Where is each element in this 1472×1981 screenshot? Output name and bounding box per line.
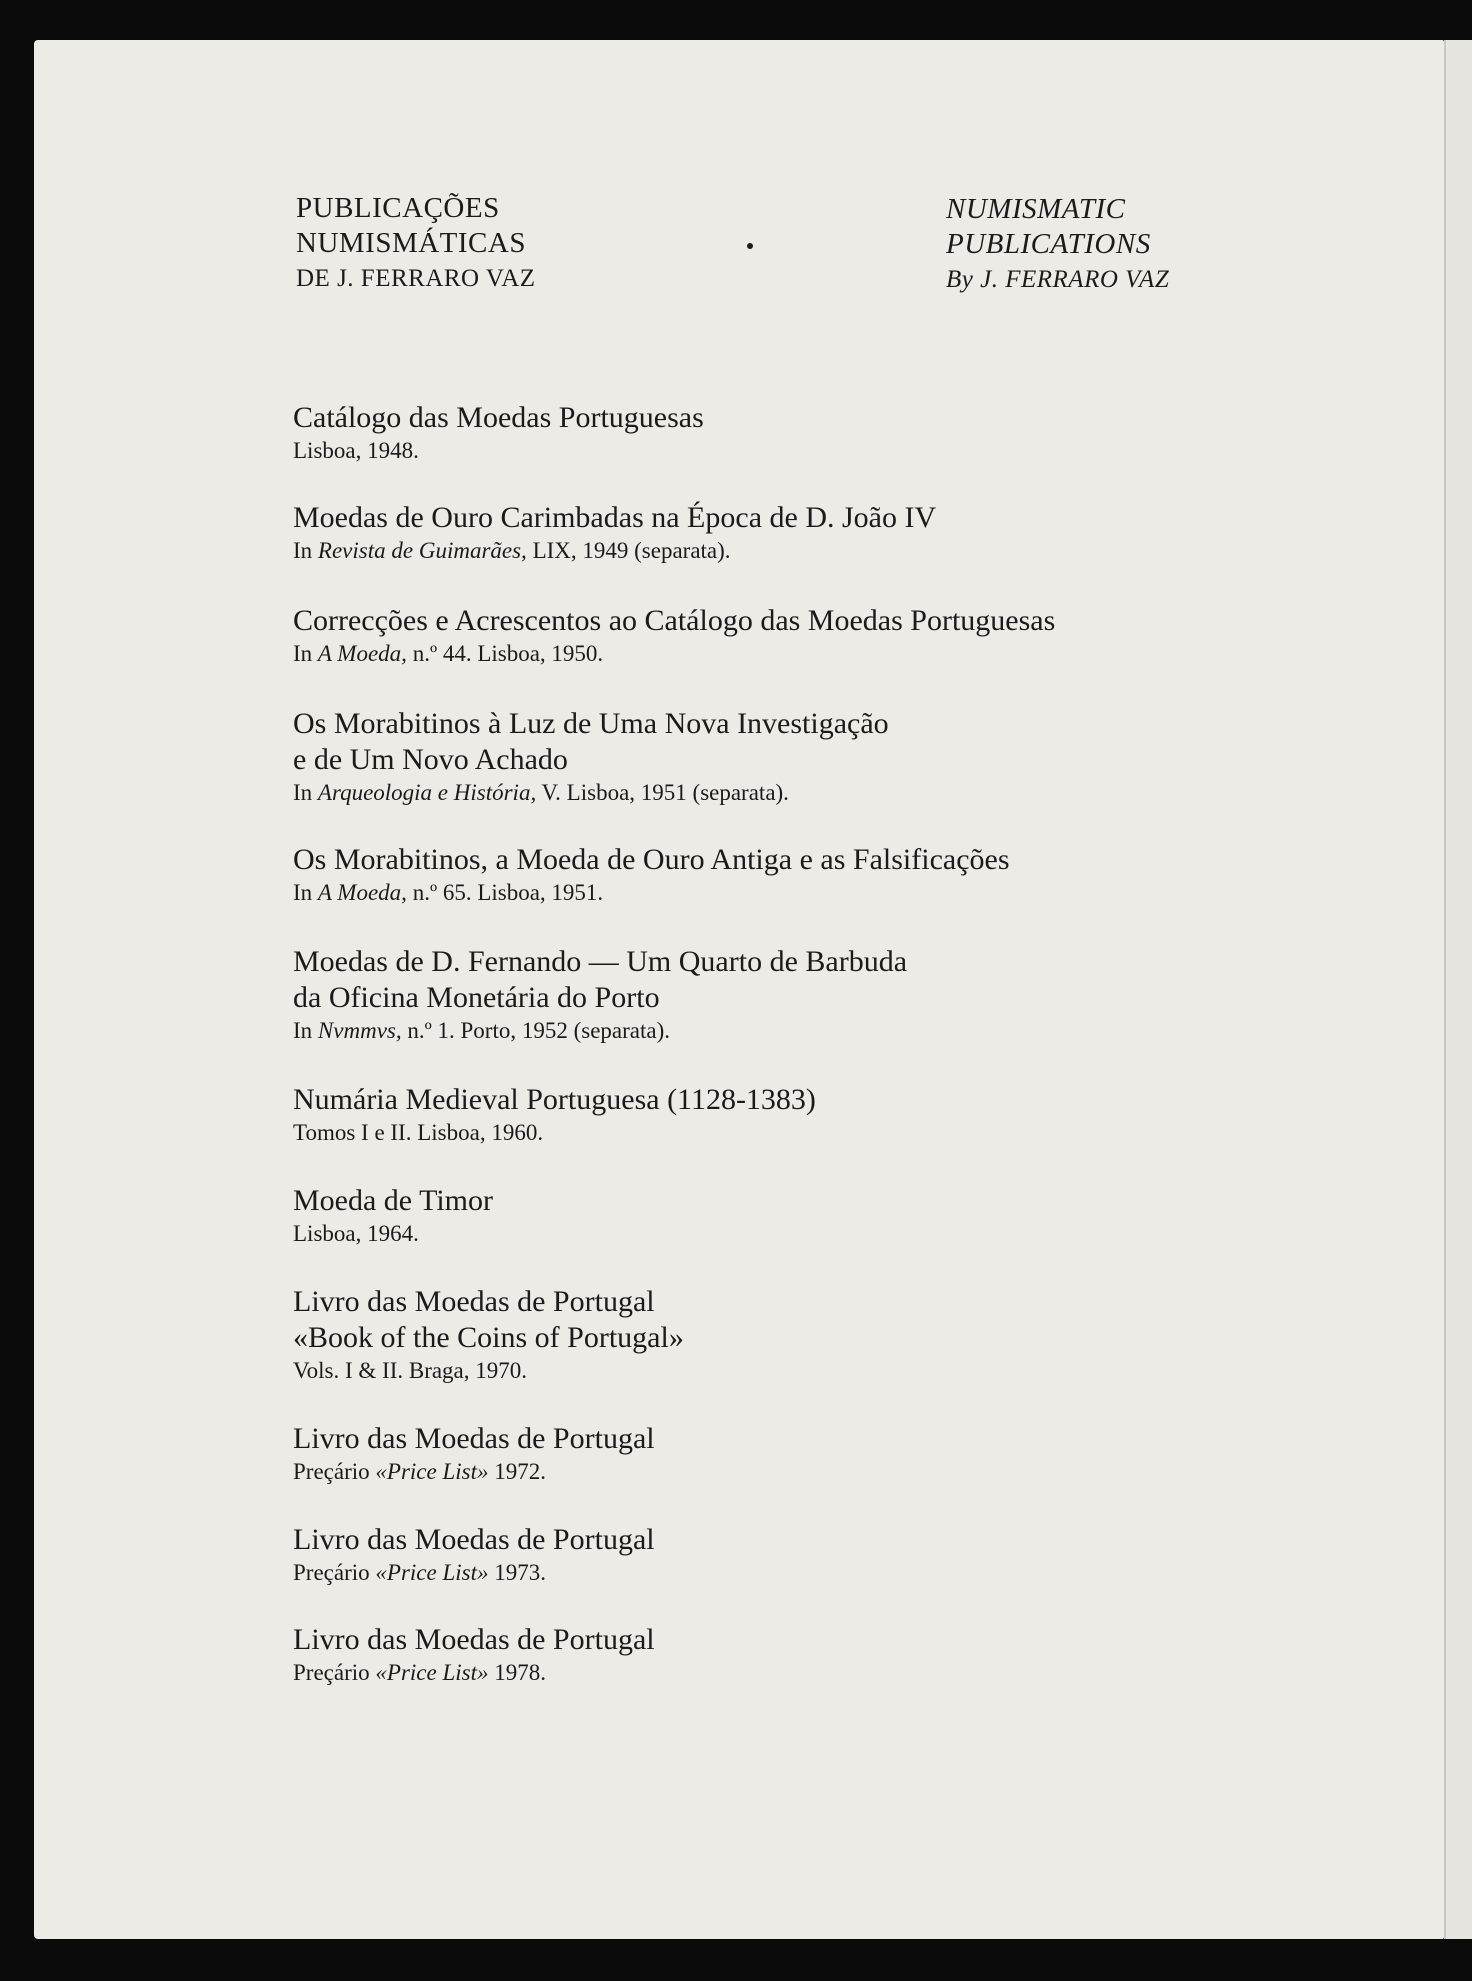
publication-title: Numária Medieval Portuguesa (1128-1383) <box>293 1083 816 1116</box>
publication-title: Os Morabitinos à Luz de Uma Nova Investigação <box>293 707 889 740</box>
publication-detail: In Arqueologia e História, V. Lisboa, 1951 (separata). <box>293 780 789 805</box>
publication-title: Moedas de D. Fernando — Um Quarto de Barbuda <box>293 945 908 978</box>
publication-detail: Preçário «Price List» 1973. <box>293 1560 546 1585</box>
heading-pt-line1: PUBLICAÇÕES <box>296 192 500 224</box>
publication-entry <box>293 1622 655 1688</box>
publication-title: Livro das Moedas de Portugal <box>293 1523 655 1556</box>
publication-title-line2: «Book of the Coins of Portugal» <box>293 1321 684 1354</box>
publication-title: Moeda de Timor <box>293 1184 494 1217</box>
publication-title: Livro das Moedas de Portugal <box>293 1285 655 1318</box>
publication-title-line2: da Oficina Monetária do Porto <box>293 981 660 1014</box>
publication-title-line2: e de Um Novo Achado <box>293 743 568 776</box>
publication-title: Moedas de Ouro Carimbadas na Época de D. João IV <box>293 501 937 534</box>
publication-detail: In Revista de Guimarães, LIX, 1949 (separata). <box>293 538 731 563</box>
heading-pt-line2: NUMISMÁTICAS <box>296 227 526 259</box>
publication-entry <box>293 944 907 1046</box>
publication-entry <box>293 1082 816 1148</box>
publication-entry <box>293 1284 684 1386</box>
publication-entry <box>293 1522 655 1588</box>
publication-entry <box>293 500 936 566</box>
publication-detail: Tomos I e II. Lisboa, 1960. <box>293 1120 544 1145</box>
heading-english <box>946 192 1169 297</box>
publication-detail: In A Moeda, n.º 65. Lisboa, 1951. <box>293 880 604 905</box>
publication-title: Catálogo das Moedas Portuguesas <box>293 401 704 434</box>
publication-title: Os Morabitinos, a Moeda de Ouro Antiga e as Falsificações <box>293 843 1010 876</box>
publication-entry <box>293 1183 493 1249</box>
publication-entry <box>293 1421 655 1487</box>
heading-pt-line3: DE J. FERRARO VAZ <box>296 265 536 292</box>
publication-detail: Lisboa, 1948. <box>293 438 419 463</box>
page-edge <box>1444 40 1472 1939</box>
publication-detail: In A Moeda, n.º 44. Lisboa, 1950. <box>293 641 604 666</box>
publication-title: Correcções e Acrescentos ao Catálogo das Moedas Portuguesas <box>293 604 1056 637</box>
heading-portuguese <box>296 191 536 296</box>
heading-en-line3: By J. FERRARO VAZ <box>946 266 1170 293</box>
publication-entry <box>293 400 704 466</box>
heading-en-line2: PUBLICATIONS <box>946 228 1151 260</box>
page-edge-line <box>1444 40 1446 1939</box>
publication-entry <box>293 842 1010 908</box>
publication-detail: Lisboa, 1964. <box>293 1221 419 1246</box>
heading-en-line1: NUMISMATIC <box>946 193 1126 225</box>
publication-entry <box>293 706 889 808</box>
publication-detail: In Nvmmvs, n.º 1. Porto, 1952 (separata). <box>293 1018 670 1043</box>
publication-detail: Preçário «Price List» 1972. <box>293 1459 546 1484</box>
heading-separator-dot <box>747 243 753 249</box>
publication-title: Livro das Moedas de Portugal <box>293 1422 655 1455</box>
publication-title: Livro das Moedas de Portugal <box>293 1623 655 1656</box>
publication-entry <box>293 603 1055 669</box>
publication-detail: Preçário «Price List» 1978. <box>293 1660 546 1685</box>
publication-detail: Vols. I & II. Braga, 1970. <box>293 1358 528 1383</box>
